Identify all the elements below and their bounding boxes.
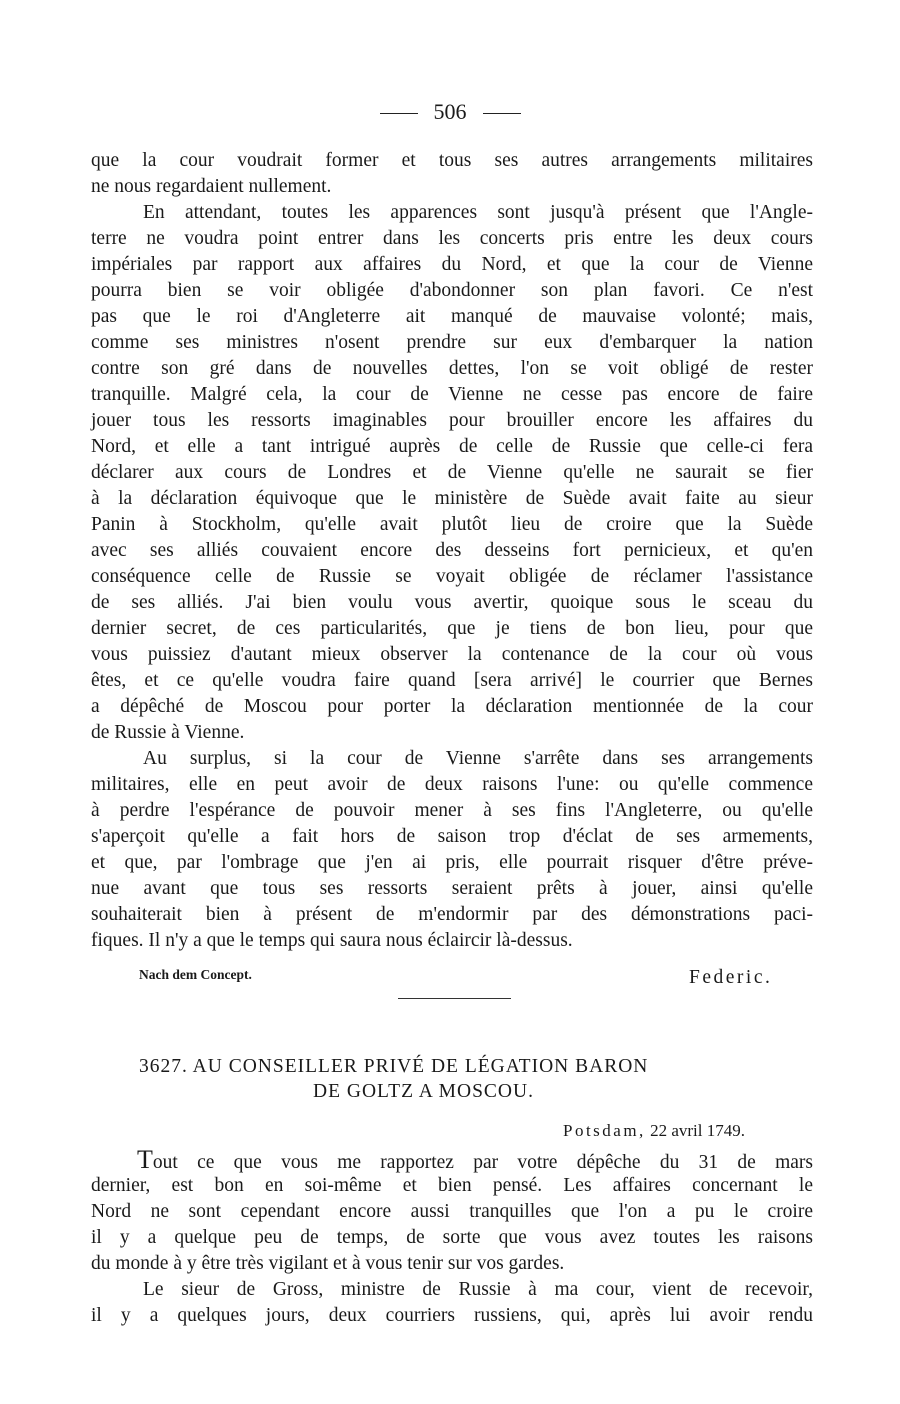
text-line: Nord ne sont cependant encore aussi tranquilles que l'on a pu le croire: [91, 1201, 813, 1222]
date-place: Potsdam,: [563, 1121, 646, 1140]
text-line: Le sieur de Gross, ministre de Russie à ma cour, vient de recevoir,: [143, 1279, 813, 1300]
text-line: de Russie à Vienne.: [91, 722, 245, 743]
text-line: à la déclaration équivoque que le ministère de Suède avait faite au sieur: [91, 488, 813, 509]
text-line: militaires, elle en peut avoir de deux raisons l'une: ou qu'elle commence: [91, 774, 813, 795]
letter-heading-line-1: 3627. AU CONSEILLER PRIVÉ DE LÉGATION BARON: [139, 1056, 649, 1077]
text-line: à perdre l'espérance de pouvoir mener à ses fins l'Angleterre, ou qu'elle: [91, 800, 813, 821]
drop-letter: T: [137, 1145, 153, 1174]
text-line: Au surplus, si la cour de Vienne s'arrête dans ses arrangements: [143, 748, 813, 769]
letter-heading-line-2: DE GOLTZ A MOSCOU.: [313, 1081, 534, 1102]
header-dash-right: [483, 113, 521, 114]
dateline: [563, 1121, 745, 1141]
text-line: pourra bien se voir obligée d'abondonner son plan favori. Ce n'est: [91, 280, 813, 301]
text-line: fiques. Il n'y a que le temps qui saura nous éclaircir là-dessus.: [91, 930, 573, 951]
signature: Federic.: [689, 967, 773, 988]
page-header: [0, 99, 900, 125]
text-line: En attendant, toutes les apparences sont jusqu'à présent que l'Angle-: [143, 202, 813, 223]
text-line: conséquence celle de Russie se voyait obligée de réclamer l'assistance: [91, 566, 813, 587]
text-line: nue avant que tous ses ressorts seraient prêts à jouer, ainsi qu'elle: [91, 878, 813, 899]
text-line: out ce que vous me rapportez par votre dépêche du 31 de mars: [152, 1152, 813, 1173]
text-line: contre son gré dans de nouvelles dettes, l'on se voit obligé de rester: [91, 358, 813, 379]
header-dash-left: [380, 113, 418, 114]
text-line: déclarer aux cours de Londres et de Vienne qu'elle ne saurait se fier: [91, 462, 813, 483]
text-line: du monde à y être très vigilant et à vous tenir sur vos gardes.: [91, 1253, 565, 1274]
text-line-with-drop-letter: [137, 1147, 813, 1173]
source-note: Nach dem Concept.: [139, 967, 252, 982]
page-number: 506: [433, 99, 467, 124]
text-line: ne nous regardaient nullement.: [91, 176, 332, 197]
text-line: s'aperçoit qu'elle a fait hors de saison trop d'éclat de ses armements,: [91, 826, 813, 847]
text-line: souhaiterait bien à présent de m'endormir par des démonstrations paci-: [91, 904, 813, 925]
text-line: pas que le roi d'Angleterre ait manqué de mauvaise volonté; mais,: [91, 306, 813, 327]
text-line: et que, par l'ombrage que j'en ai pris, elle pourrait risquer d'être préve-: [91, 852, 813, 873]
text-line: il y a quelques jours, deux courriers russiens, qui, après lui avoir rendu: [91, 1305, 813, 1326]
text-line: impériales par rapport aux affaires du Nord, et que la cour de Vienne: [91, 254, 813, 275]
text-line: Panin à Stockholm, qu'elle avait plutôt lieu de croire que la Suède: [91, 514, 813, 535]
text-line: êtes, et ce qu'elle voudra faire quand [sera arrivé] le courrier que Bernes: [91, 670, 813, 691]
date-text: 22 avril 1749.: [650, 1121, 745, 1140]
text-line: a dépêché de Moscou pour porter la déclaration mentionnée de la cour: [91, 696, 813, 717]
text-line: jouer tous les ressorts imaginables pour brouiller encore les affaires du: [91, 410, 813, 431]
text-line: terre ne voudra point entrer dans les concerts pris entre les deux cours: [91, 228, 813, 249]
text-line: il y a quelque peu de temps, de sorte que vous avez toutes les raisons: [91, 1227, 813, 1248]
text-line: dernier secret, de ces particularités, que je tiens de bon lieu, pour que: [91, 618, 813, 639]
text-line: vous puissiez d'autant mieux observer la contenance de la cour où vous: [91, 644, 813, 665]
text-line: comme ses ministres n'osent prendre sur eux d'embarquer la nation: [91, 332, 813, 353]
text-line: avec ses alliés couvaient encore des desseins fort pernicieux, et qu'en: [91, 540, 813, 561]
text-line: Nord, et elle a tant intrigué auprès de celle de Russie que celle-ci fera: [91, 436, 813, 457]
text-line: dernier, est bon en soi-même et bien pensé. Les affaires concernant le: [91, 1175, 813, 1196]
section-divider: [398, 998, 511, 999]
text-line: de ses alliés. J'ai bien voulu vous avertir, quoique sous le sceau du: [91, 592, 813, 613]
text-line: que la cour voudrait former et tous ses autres arrangements militaires: [91, 150, 813, 171]
text-line: tranquille. Malgré cela, la cour de Vienne ne cesse pas encore de faire: [91, 384, 813, 405]
